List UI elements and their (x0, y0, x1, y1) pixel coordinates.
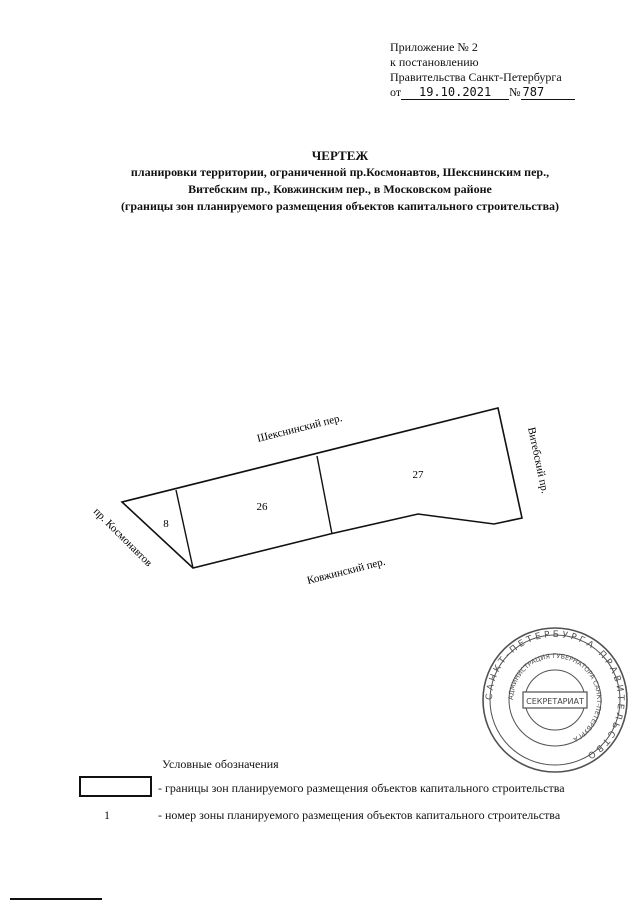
from-label: от (390, 85, 402, 99)
title-line-1: ЧЕРТЕЖ (311, 148, 369, 163)
decree-number: 787 (521, 86, 575, 100)
official-stamp (483, 628, 627, 772)
street-label-south: Ковжинский пер. (305, 555, 387, 587)
legend-boundary-symbol (79, 776, 152, 797)
number-label: № (509, 85, 521, 99)
legend-zone-number-symbol: 1 (104, 808, 110, 822)
street-label-west: пр. Космонавтов (90, 505, 155, 570)
stamp-inner-text: АДМИНИСТРАЦИЯ ГУБЕРНАТОРА САНКТ-ПЕТЕРБУРГА (506, 651, 604, 744)
footer-line (10, 898, 102, 900)
zone-label-27: 27 (412, 469, 424, 481)
legend-item-zone-number: - номер зоны планируемого размещения объектов капитального строительства (158, 808, 561, 822)
stamp-outer-text: САНКТ-ПЕТЕРБУРГА ПРАВИТЕЛЬСТВО (484, 629, 626, 762)
territory-boundary (122, 408, 522, 568)
legend-item-boundaries: - границы зон планируемого размещения объектов капитального строительства (158, 781, 565, 795)
zone-label-8: 8 (163, 518, 169, 530)
stamp-center-text: СЕКРЕТАРИАТ (526, 697, 584, 706)
zone-divider-8-26 (176, 490, 193, 568)
street-label-east: Витебский пр. (525, 426, 551, 495)
decree-date: 19.10.2021 (401, 86, 509, 100)
zone-label-26: 26 (256, 501, 268, 513)
street-label-north: Шекснинский пер. (255, 412, 344, 445)
title-line-4: (границы зон планируемого размещения объектов капитального строительства) (120, 199, 560, 213)
appendix-line-2: к постановлению (390, 55, 479, 69)
title-line-3: Витебским пр., Ковжинским пер., в Московском районе (188, 182, 492, 196)
appendix-line-3: Правительства Санкт-Петербурга (390, 70, 562, 84)
title-line-2: планировки территории, ограниченной пр.Космонавтов, Шекснинским пер., (130, 165, 550, 179)
zone-divider-26-27 (317, 456, 332, 534)
appendix-line-1: Приложение № 2 (390, 40, 478, 54)
legend-title: Условные обозначения (162, 757, 279, 771)
